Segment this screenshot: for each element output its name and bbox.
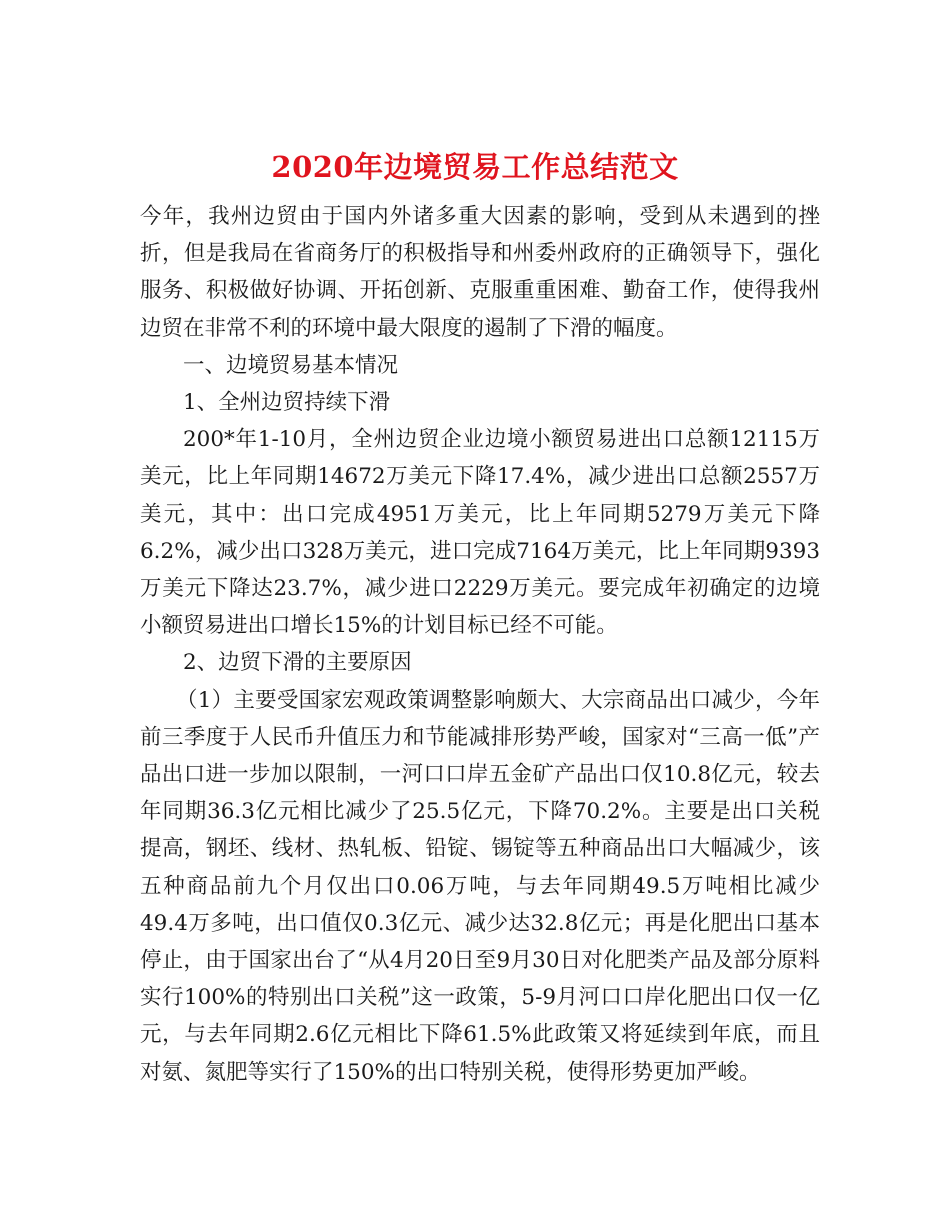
subsection-heading-2: 2、边贸下滑的主要原因 [183,650,412,676]
document-body [140,198,820,1091]
section-heading-1: 一、边境贸易基本情况 [183,352,399,378]
paragraph-intro: 今年，我州边贸由于国内外诸多重大因素的影响，受到从未遇到的挫折，但是我局在省商务厅的积极指导和州委州政府的正确领导下，强化服务、积极做好协调、开拓创新、克服重重困难、勤奋工作，使得我州边贸在非常不利的环境中最大限度的遏制了下滑的幅度。 [140,204,820,341]
paragraph-trade-figures: 200*年1-10月，全州边贸企业边境小额贸易进出口总额12115万美元，比上年同期14672万美元下降17.4%，减少进出口总额2557万美元，其中：出口完成4951万美元，比上年同期5279万美元下降6.2%，减少出口328万美元，进口完成7164万美元，比上年同期9393万美元下降达23.7%，减少进口2229万美元。要完成年初确定的边境小额贸易进出口增长15%的计划目标已经不可能。 [140,427,820,639]
paragraph-reasons: （1）主要受国家宏观政策调整影响颇大、大宗商品出口减少，今年前三季度于人民币升值压力和节能减排形势严峻，国家对“三高一低”产品出口进一步加以限制，一河口口岸五金矿产品出口仅10.8亿元，较去年同期36.3亿元相比减少了25.5亿元，下降70.2%。主要是出口关税提高，钢坯、线材、热轧板、铅锭、锡锭等五种商品出口大幅减少，该五种商品前九个月仅出口0.06万吨，与去年同期49.5万吨相比减少49.4万多吨，出口值仅0.3亿元、减少达32.8亿元；再是化肥出口基本停止，由于国家出台了“从4月20日至9月30日对化肥类产品及部分原料实行100%的特别出口关税”这一政策，5-9月河口口岸化肥出口仅一亿元，与去年同期2.6亿元相比下降61.5%此政策又将延续到年底，而且对氨、氮肥等实行了150%的出口特别关税，使得形势更加严峻。 [140,687,820,1085]
subsection-heading-1: 1、全州边贸持续下滑 [183,390,391,416]
document-title: 2020年边境贸易工作总结范文 [271,150,679,185]
